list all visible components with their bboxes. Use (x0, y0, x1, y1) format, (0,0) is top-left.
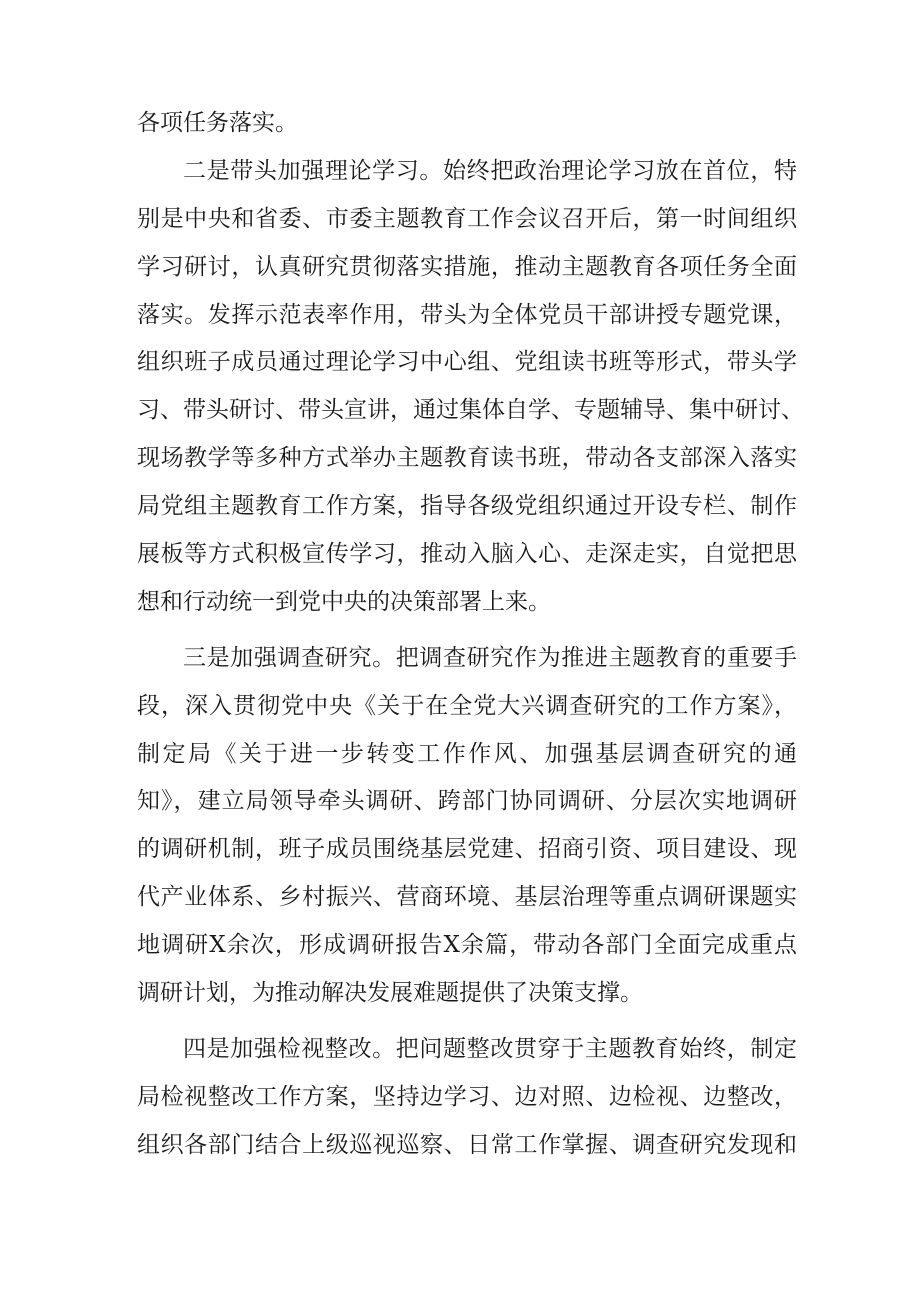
text-line: 落实。发挥示范表率作用，带头为全体党员干部讲授专题党课， (137, 301, 797, 328)
text-line: 段，深入贯彻党中央《关于在全党大兴调查研究的工作方案》， (137, 692, 797, 719)
paragraph-heading-line: 二是带头加强理论学习。始终把政治理论学习放在首位，特 (183, 157, 797, 184)
text-line: 调研计划，为推动解决发展难题提供了决策支撑。 (137, 980, 643, 1007)
text-line: 习、带头研讨、带头宣讲，通过集体自学、专题辅导、集中研讨、 (137, 397, 804, 424)
paragraph-gap (137, 1018, 797, 1026)
text-line: 组织班子成员通过理论学习中心组、党组读书班等形式，带头学 (137, 349, 797, 376)
text-line: 学习研讨，认真研究贯彻落实措施，推动主题教育各项任务全面 (137, 253, 797, 280)
text-line: 局检视整改工作方案，坚持边学习、边对照、边检视、边整改， (137, 1083, 797, 1110)
text-line: 局党组主题教育工作方案，指导各级党组织通过开设专栏、制作 (137, 493, 797, 520)
paragraph-heading-line: 四是加强检视整改。把问题整改贯穿于主题教育始终，制定 (183, 1035, 797, 1062)
paragraph-gap (137, 627, 797, 635)
text-line: 别是中央和省委、市委主题教育工作会议召开后，第一时间组织 (137, 205, 797, 232)
text-line: 现场教学等多种方式举办主题教育读书班，带动各支部深入落实 (137, 445, 797, 472)
text-line: 各项任务落实。 (137, 110, 298, 136)
text-line: 知》，建立局领导牵头调研、跨部门协同调研、分层次实地调研 (137, 788, 797, 815)
text-line: 的调研机制，班子成员围绕基层党建、招商引资、项目建设、现 (137, 836, 797, 863)
text-line: 制定局《关于进一步转变工作作风、加强基层调查研究的通 (137, 740, 797, 767)
document-body (137, 100, 804, 1170)
paragraph-heading-line: 三是加强调查研究。把调查研究作为推进主题教育的重要手 (183, 644, 797, 671)
text-line: 想和行动统一到党中央的决策部署上来。 (137, 588, 551, 615)
text-line: 组织各部门结合上级巡视巡察、日常工作掌握、调查研究发现和 (137, 1131, 797, 1158)
text-line: 代产业体系、乡村振兴、营商环境、基层治理等重点调研课题实 (137, 884, 797, 911)
text-line: 展板等方式积极宣传学习，推动入脑入心、走深走实，自觉把思 (137, 541, 797, 568)
text-line: 地调研X余次，形成调研报告X余篇，带动各部门全面完成重点 (137, 932, 797, 959)
